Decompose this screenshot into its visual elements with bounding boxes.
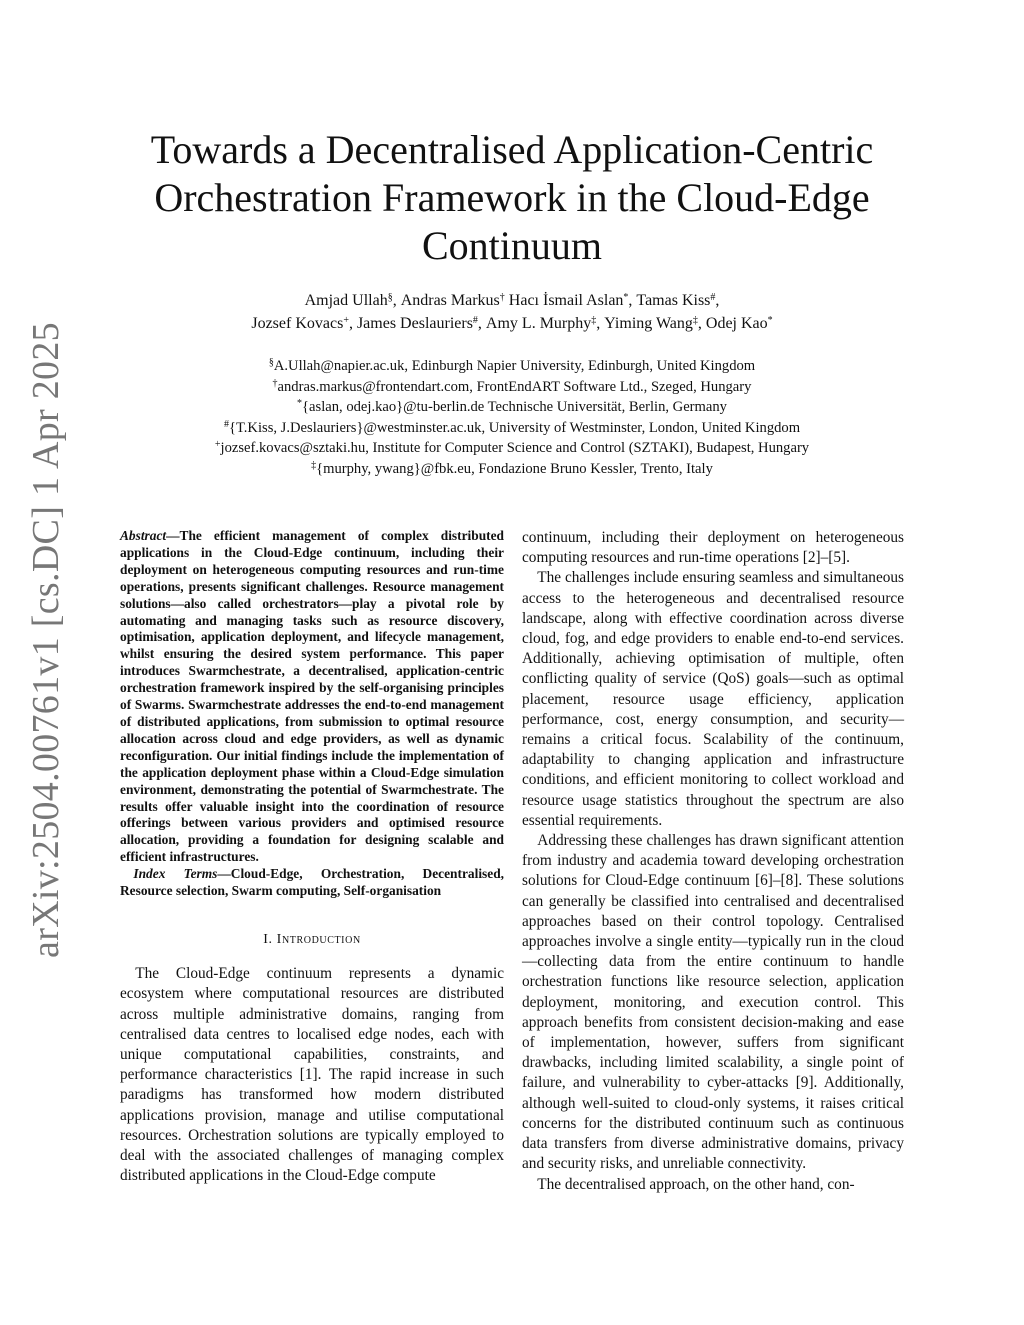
title-line-1: Towards a Decentralised Application-Centric xyxy=(150,127,874,172)
body-paragraph: The decentralised approach, on the other hand, con- xyxy=(537,1175,855,1193)
right-column xyxy=(522,528,904,1195)
author-line-1 xyxy=(120,289,904,312)
author: Jozsef Kovacs+, xyxy=(251,315,357,332)
index-terms-label: Index Terms xyxy=(133,866,218,882)
paper-title xyxy=(120,126,904,270)
author: Yiming Wang‡, xyxy=(604,315,706,332)
index-terms-text: —Cloud-Edge, Orchestration, Decentralised, Resource selection, Swarm computing, Self-organisation xyxy=(120,866,504,899)
author: James Deslauriers#, xyxy=(356,315,486,332)
section-heading-introduction: I. Introduction xyxy=(263,931,361,947)
affiliation: +jozsef.kovacs@sztaki.hu, Institute for Computer Science and Control (SZTAKI), Budapest, Hungary xyxy=(214,439,810,457)
body-paragraph: continuum, including their deployment on heterogeneous computing resources and run-time operations [2]–[5]. xyxy=(522,529,904,567)
author-line-2 xyxy=(120,312,904,335)
body-paragraph: The challenges include ensuring seamless and simultaneous access to the heterogeneous and decentralised resource landscape, along with effective coordination across diverse cloud, fog, and edge providers to enable end-to-end services. Additionally, achieving optimisation of multiple, often conflicting quality of service (QoS) goals—such as optimal placement, resource usage efficiency, application performance, cost, energy consumption, and security—remains a critical focus. Scalability of the continuum, adaptability to changing application and infrastructure conditions, and efficient monitoring to collect workload and resource usage statistics throughout the spectrum are also essential requirements. xyxy=(522,569,904,829)
left-column xyxy=(120,528,504,1186)
author: Amjad Ullah§, xyxy=(304,292,401,309)
body-paragraph: Addressing these challenges has drawn significant attention from industry and academia toward developing orchestration solutions for Cloud-Edge continuum [6]–[8]. These solutions can generally be classified into centralised and decentralised approaches based on their control topology. Centralised approaches involve a single entity—typically run in the cloud—collecting data from the entire continuum to handle orchestration functions like resource selection, application deployment, monitoring, and execution control. This approach benefits from consistent decision-making and ease of implementation, however, suffers from significant drawbacks, including limited scalability, a single point of failure, and vulnerability to cyber-attacks [9]. Additionally, although well-suited to cloud-only systems, it raises critical concerns for the distributed continuum such as continuous data transfers from diverse administrative domains, privacy and security risks, and unreliable connectivity. xyxy=(522,832,904,1173)
author: Hacı İsmail Aslan*, xyxy=(508,292,637,309)
author: Amy L. Murphy‡, xyxy=(485,315,605,332)
body-paragraph: The Cloud-Edge continuum represents a dynamic ecosystem where computational resources are distributed across multiple administrative domains, ranging from centralised data centres to localised edge nodes, each with unique computational capabilities, constraints, and performance characteristics [1]. The rapid increase in such paradigms has transformed how modern distributed applications provision, manage and utilise computational resources. Orchestration solutions are typically employed to deal with the associated challenges of managing complex distributed applications in the Cloud-Edge compute xyxy=(120,965,504,1185)
author: Tamas Kiss#, xyxy=(636,292,720,309)
author: Odej Kao* xyxy=(705,315,773,332)
title-line-3: Continuum xyxy=(421,223,603,268)
affiliation: *{aslan, odej.kao}@tu-berlin.de Technische Universität, Berlin, Germany xyxy=(297,398,727,416)
affiliation: §A.Ullah@napier.ac.uk, Edinburgh Napier University, Edinburgh, United Kingdom xyxy=(268,357,756,374)
abstract xyxy=(120,528,504,866)
author-list xyxy=(120,289,904,335)
affiliation: #{T.Kiss, J.Deslauriers}@westminster.ac.uk, University of Westminster, London, United Kingdom xyxy=(223,418,801,436)
affiliation: ‡{murphy, ywang}@fbk.eu, Fondazione Bruno Kessler, Trento, Italy xyxy=(311,459,713,477)
affiliation: †andras.markus@frontendart.com, FrontEndART Software Ltd., Szeged, Hungary xyxy=(272,377,752,395)
title-line-2: Orchestration Framework in the Cloud-Edge xyxy=(154,175,870,220)
arxiv-identifier-stamp: arXiv:2504.00761v1 [cs.DC] 1 Apr 2025 xyxy=(25,322,67,958)
affiliation-list xyxy=(120,356,904,480)
index-terms xyxy=(120,866,504,900)
abstract-label: Abstract xyxy=(120,528,167,543)
abstract-text: —The efficient management of complex distributed applications in the Cloud-Edge continuum, including their deployment on heterogeneous computing resources and run-time operations, presents significant challenges. Resource management solutions—also called orchestrators—play a pivotal role by automating and managing tasks such as resource discovery, optimisation, application deployment, and lifecycle management, whilst ensuring the desired system performance. This paper introduces Swarmchestrate, a decentralised, application-centric orchestration framework inspired by the self-organising principles of Swarms. Swarmchestrate addresses the end-to-end management of distributed applications, from submission to optimal resource allocation across cloud and edge providers, as well as dynamic reconfiguration. Our initial findings include the implementation of the application deployment phase within a Cloud-Edge simulation environment, demonstrating the potential of Swarmchestrate. The results offer valuable insight into the coordination of resource offerings between various providers and optimised resource allocation, providing a foundation for designing scalable and efficient infrastructures. xyxy=(120,528,504,865)
author: Andras Markus† xyxy=(400,292,505,309)
